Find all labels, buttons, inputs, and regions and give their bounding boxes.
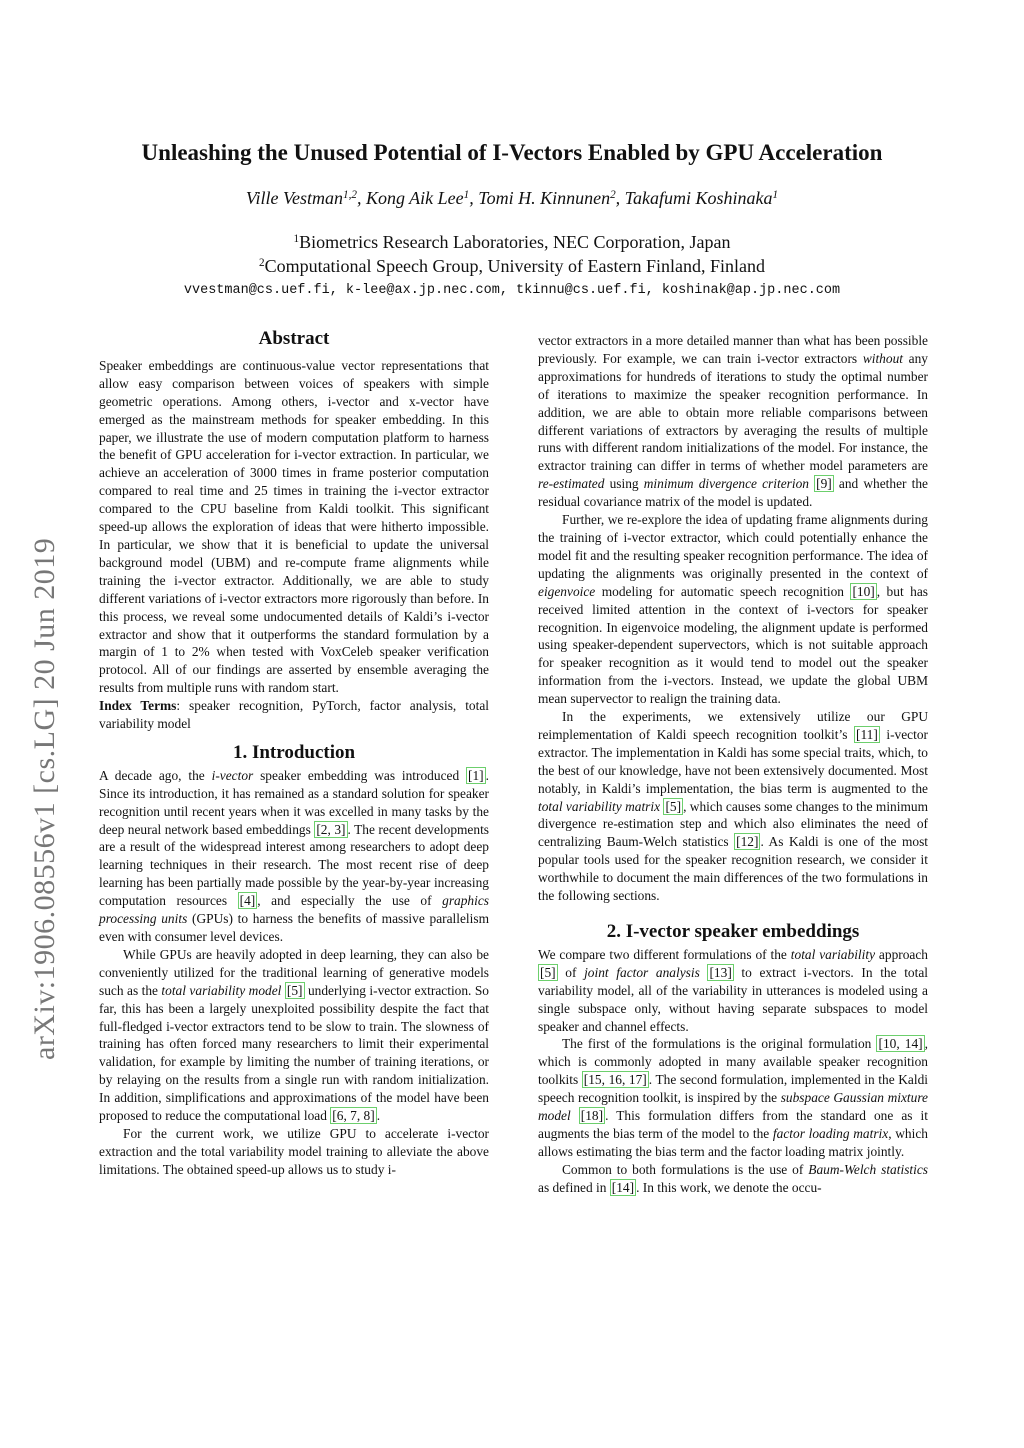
text-run: . In this work, we denote the occu- bbox=[636, 1179, 822, 1195]
text-run: . Since its introduction, it has remained as a standard solution for speaker recognition until recent years when it was excelled in many tasks by the deep neural network based embeddings bbox=[99, 767, 490, 837]
citation-link[interactable]: [14] bbox=[611, 1179, 635, 1195]
intro-paragraph-2 bbox=[99, 946, 489, 1125]
intro-paragraph-3: For the current work, we utilize GPU to accelerate i-vector extraction and the total variability model training to alleviate the above limitations. The obtained speed-up allows us to study i- bbox=[99, 1125, 489, 1177]
ivector-paragraph-1 bbox=[538, 946, 928, 1036]
citation-link[interactable]: [6, 7, 8] bbox=[332, 1108, 375, 1124]
text-run: i-vector extractor. The implementation in Kaldi has some special traits, which, to the best of our knowledge, have not been extensively documented. Most notably, in Kaldi’s implementation, the bias term is augmented to the bbox=[538, 726, 928, 796]
text-run: . This formulation differs from the standard one as it augments the bias term of the model to the bbox=[538, 1108, 928, 1141]
intro-paragraph-1 bbox=[99, 767, 489, 946]
intro-paragraph-5 bbox=[538, 708, 928, 905]
ivector-paragraph-3 bbox=[538, 1161, 928, 1197]
author-name: Takafumi Koshinaka bbox=[624, 188, 773, 208]
text-run: In the experiments, we extensively utilize our GPU reimplementation of Kaldi speech recognition toolkit’s bbox=[538, 709, 928, 742]
author-name: Ville Vestman bbox=[245, 188, 344, 208]
text-run bbox=[571, 1108, 579, 1123]
text-run: , and especially the use of bbox=[257, 893, 443, 909]
left-column bbox=[99, 330, 489, 1179]
text-run: modeling for automatic speech recognition bbox=[595, 583, 851, 599]
text-run: Further, we re-explore the idea of updating frame alignments during the training of i-vector extractor, which could potentially enhance the model fit and the resulting speaker recognition performance. The idea of updating the alignments was originally presented in the context of bbox=[538, 512, 928, 581]
citation-link[interactable]: [5] bbox=[286, 982, 303, 998]
right-column bbox=[538, 332, 928, 1197]
text-run: underlying i-vector extraction. So far, this has been a largely unexploited possibility despite the fact that full-fledged i-vector extractors tend to be slow to train. The slowness of training has often forced many researchers to limit their experimental validation, for example by limiting the number of training iterations, or by relaying on the results from a single run with random initialization. In addition, simplifications and approximations of the model have been proposed to reduce the computational load bbox=[99, 982, 489, 1124]
text-run: speaker embedding was introduced bbox=[253, 767, 467, 783]
text-run: . The recent developments are a result of the widespread interest among researchers to adopt deep learning techniques in their research. The most recent rise of deep learning has been partially made possible by the year-by-year increasing computation resources bbox=[99, 821, 490, 909]
emphasis: total variability model bbox=[161, 982, 282, 998]
affiliation-1 bbox=[0, 232, 1024, 253]
text-run: , but has received limited attention in the context of i-vectors for speaker recognition. In eigenvoice modeling, the alignment update is performed using speaker-dependent supervectors, which is not suitable approach for speaker recognition as it would tend to model out the speaker information from the i-vectors. Instead, we update the global UBM mean supervector to realign the training data. bbox=[538, 583, 928, 707]
text-run: and whether the residual covariance matrix of the model is updated. bbox=[538, 476, 928, 510]
author-affiliation: 1,2 bbox=[343, 188, 357, 201]
abstract-text: Speaker embeddings are continuous-value vector representations that allow easy comparison between voices of speakers with simple geometric operations. Among others, i-vector and x-vector have emerged as the mainstream methods for speaker embedding. In this paper, we illustrate the use of modern computation platform to harness the benefit of GPU acceleration for i-vector extraction. In particular, we achieve an acceleration of 3000 times in frame posterior computation compared to real time and 25 times in training the i-vector extractor compared to the CPU baseline from Kaldi toolkit. This significant speed-up allows the exploration of ideas that were hitherto impossible. In particular, we show that it is beneficial to update the universal background model (UBM) and re-compute frame alignments while training the i-vector extractor. Additionally, we are able to study different variations of i-vector extractors more rigorously than before. In this process, we reveal some undocumented details of Kaldi’s i-vector extractor and show that it outperforms the standard formulation by a margin of 1 to 2% when tested with VoxCeleb speaker verification protocol. All of our findings are asserted by ensemble averaging the results from multiple runs with random start. bbox=[99, 357, 489, 696]
emphasis: minimum divergence criterion bbox=[643, 476, 809, 492]
citation-link[interactable]: [11] bbox=[855, 726, 878, 742]
emphasis: eigenvoice bbox=[538, 583, 596, 599]
author-affiliation: 2 bbox=[610, 188, 616, 201]
section-1-heading: 1. Introduction bbox=[232, 741, 356, 763]
emphasis: i-vector bbox=[211, 767, 254, 783]
emphasis: total variability matrix bbox=[538, 798, 661, 814]
author-list: Ville Vestman$^{1,2}$, Kong Aik Lee$^1$, Tomi H. Kinnunen$^2$, Takafumi Koshinaka$^1$ bbox=[245, 188, 779, 208]
text-run: We compare two different formulations of the bbox=[538, 946, 791, 962]
text-run: A decade ago, the bbox=[99, 767, 212, 783]
emphasis: Baum-Welch statistics bbox=[808, 1161, 928, 1177]
affiliation-text: Computational Speech Group, University of Eastern Finland, Finland bbox=[264, 256, 765, 276]
author-emails: vvestman@cs.uef.fi, k-lee@ax.jp.nec.com, tkinnu@cs.uef.fi, koshinak@ap.jp.nec.com bbox=[183, 283, 841, 298]
citation-link[interactable]: [5] bbox=[665, 798, 682, 814]
text-run: , which is commonly adopted in many available speaker recognition toolkits bbox=[538, 1036, 928, 1088]
emphasis: total variability bbox=[790, 946, 876, 962]
text-run: , which causes some changes to the minimum divergence re-estimation step and which also eliminates the need of centralizing Baum-Welch statistics bbox=[538, 798, 928, 850]
citation-link[interactable]: [2, 3] bbox=[316, 821, 346, 837]
author-name: Kong Aik Lee bbox=[366, 188, 464, 208]
text-run: as defined in bbox=[538, 1179, 610, 1195]
affiliation-number: 1 bbox=[293, 232, 300, 245]
citation-link[interactable]: [15, 16, 17] bbox=[583, 1072, 647, 1088]
affiliation-2 bbox=[0, 256, 1024, 277]
text-run: approach bbox=[875, 946, 928, 962]
index-terms bbox=[99, 697, 489, 733]
text-run: vector extractors in a more detailed manner than what has been possible previously. For example, we can train i-vector extractors bbox=[538, 333, 928, 366]
text-run: . As Kaldi is one of the most popular tools used for the speaker recognition research, we consider it worthwhile to document the main differences of the two formulations in the following sections. bbox=[538, 834, 928, 904]
emphasis: subspace Gaussian mixture model bbox=[538, 1090, 928, 1124]
abstract-heading: Abstract bbox=[258, 328, 330, 349]
text-run: any approximations for hundreds of iterations to study the optimal number of iterations to maximize the speaker recognition performance. In addition, we are able to obtain more reliable comparisons between different variations of extractors by averaging the results of multiple runs with different random initializations of the model. For instance, the extractor training can differ in terms of whether model parameters are bbox=[538, 350, 928, 474]
emphasis: graphics processing units bbox=[99, 893, 489, 927]
emphasis: joint factor analysis bbox=[584, 964, 700, 980]
paper-title: Unleashing the Unused Potential of I-Vectors Enabled by GPU Acceleration bbox=[141, 140, 883, 165]
citation-link[interactable]: [10, 14] bbox=[878, 1036, 923, 1052]
author-name: Tomi H. Kinnunen bbox=[478, 188, 611, 208]
author-affiliation: 1 bbox=[772, 188, 779, 201]
text-run: While GPUs are heavily adopted in deep learning, they can also be conveniently utilized for the traditional learning of generative models such as the bbox=[99, 946, 489, 998]
citation-link[interactable]: [9] bbox=[816, 476, 832, 492]
text-run: of bbox=[557, 964, 585, 980]
citation-link[interactable]: [1] bbox=[468, 767, 484, 783]
text-run: . bbox=[376, 1108, 381, 1124]
text-run: , which allows estimating the bias term and the factor loading matrix jointly. bbox=[538, 1125, 928, 1159]
citation-link[interactable]: [5] bbox=[540, 964, 556, 980]
citation-link[interactable]: [10] bbox=[852, 583, 875, 599]
emphasis: re-estimated bbox=[538, 476, 605, 492]
citation-link[interactable]: [18] bbox=[580, 1108, 604, 1124]
author-affiliation: 1 bbox=[463, 188, 470, 201]
intro-paragraph-4 bbox=[538, 511, 928, 708]
text-run: to extract i-vectors. In the total variability model, all of the variability in utterances is modeled using a single subspace only, without having separate subspaces to model speaker and channel effects. bbox=[538, 964, 928, 1034]
text-run: The first of the formulations is the original formulation bbox=[562, 1036, 877, 1052]
text-run: (GPUs) to harness the benefits of massive parallelism even with consumer level devices. bbox=[99, 911, 489, 944]
text-run: . The second formulation, implemented in the Kaldi speech recognition toolkit, is inspired by the bbox=[538, 1072, 928, 1106]
citation-link[interactable]: [4] bbox=[239, 893, 256, 909]
index-terms-label: Index Terms bbox=[99, 698, 177, 714]
emphasis: factor loading matrix bbox=[772, 1125, 889, 1141]
section-2-heading: 2. I-vector speaker embeddings bbox=[606, 921, 860, 942]
text-run: using bbox=[604, 476, 644, 492]
affiliation-text: Biometrics Research Laboratories, NEC Corporation, Japan bbox=[299, 232, 731, 252]
emphasis: without bbox=[862, 350, 903, 366]
ivector-paragraph-2 bbox=[538, 1035, 928, 1160]
citation-link[interactable]: [13] bbox=[709, 964, 732, 980]
text-run: Common to both formulations is the use of bbox=[562, 1161, 809, 1177]
affiliation-number: 2 bbox=[258, 256, 265, 269]
citation-link[interactable]: [12] bbox=[736, 834, 759, 850]
index-terms-text: : speaker recognition, PyTorch, factor analysis, total variability model bbox=[99, 698, 489, 732]
intro-paragraph-3-cont bbox=[538, 332, 928, 511]
arxiv-identifier: arXiv:1906.08556v1 [cs.LG] 20 Jun 2019 bbox=[28, 537, 61, 1060]
